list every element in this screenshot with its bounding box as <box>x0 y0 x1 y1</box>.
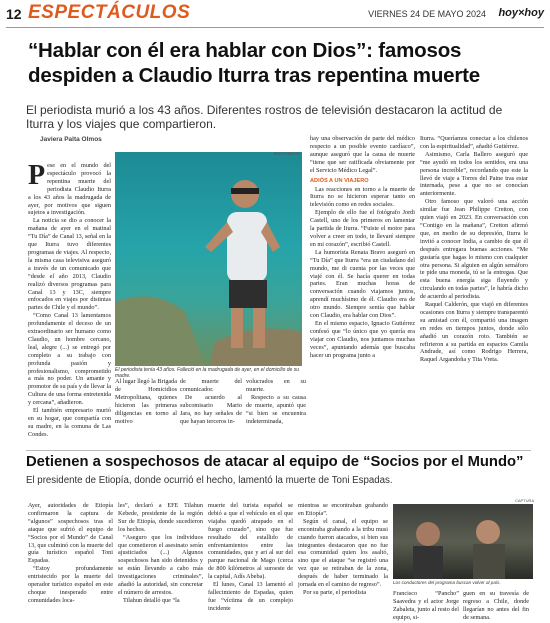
paragraph: Las reacciones en torno a la muerte de Iturra no se hicieron esperar tanto en televisión como en redes sociales. <box>310 185 415 209</box>
second-column-1 <box>28 502 113 620</box>
second-column-2 <box>118 502 203 620</box>
paragraph: En el mismo espacio, Ignacio Gutiérrez confesó que “lo único que yo quería era viajar con Claudio, nos juntamos muchas veces”, apuntando además que buscaba hacer un programa junto a <box>310 319 415 359</box>
section-title: ESPECTÁCULOS <box>28 2 191 23</box>
man-on-cliff-illustration <box>115 152 302 366</box>
second-column-5 <box>393 590 459 622</box>
paragraph: Asimismo, Carla Ballero aseguró que “me ayudó en todos los sentidos, era una persona increíble”, recordando que este la llevó de viaje a Torres del Paine tras estar internada, pese a que no se conocían anteriormente. <box>420 150 528 198</box>
article-column-1 <box>28 162 111 449</box>
drop-cap: P <box>28 162 46 191</box>
paragraph: de muerte del comunicador. <box>180 378 242 393</box>
second-subheadline: El presidente de Etiopía, donde ocurrió el hecho, lamentó la muerte de Toni Espadas. <box>26 475 393 486</box>
second-headline: Detienen a sospechosos de atacar al equipo de “Socios por el Mundo” <box>26 454 524 470</box>
paragraph: muerte del turista español se debió a que el vehículo en el que viajaba quedó atrapado en el fuego cruzado”, sino que fue resultado del estallido de enfrentamientos entre las comunidades, que y ari al sur del parque nacional de Mago (cerca de 800 kilómetros al suroeste de la capital, Adís Abeba). <box>208 502 293 581</box>
second-column-6 <box>463 590 529 622</box>
paragraph: De acuerdo al subcomisario Mario Jara, no hay señales de que hayan terceros in- <box>180 393 242 425</box>
paragraph: Por su parte, el periodista <box>303 588 367 596</box>
section-divider <box>26 450 531 451</box>
paragraph: Iturra. “Queríamos conectar a los chilenos con la espiritualidad”, añadió Gutiérrez. <box>420 135 528 150</box>
iturra-photo <box>115 152 302 366</box>
paragraph: les”, declaró a EFE Tilahun Kebede, presidente de la región Sur de Etiopía, donde sucedieron los hechos. <box>118 502 203 533</box>
article-column-5 <box>310 135 415 449</box>
paragraph: La humorista Renata Bravo aseguró en “Tu Día” que Iturra “era un ciudadano del mundo, me di cuenta por las veces que viajé con él. Se hacía querer en todas partes. Eran muchas horas de conversación cuando viajamos juntos, aprendí muchísimo de él. Claudio era de otro mundo. Siempre sentía que hablar con Claudio, era hablar con Dios”. <box>310 248 415 320</box>
article-column-6 <box>420 135 528 449</box>
paragraph: Ayer, autoridades de Etiopía confirmaron la captura de “algunos” sospechosos tras el ataque que sufrió el equipo de “Socios por el Mundo” de Canal 13, que culminó con la muerte del guía turístico español Toni Espadas. <box>28 502 113 565</box>
paragraph: “Aseguro que los individuos que cometieron el asesinato serán ajusticiados (...) Algunos sospechosos han sido detenidos y se están llevando a cabo más investigaciones criminales”, añadió la autoridad, sin concretar el número de arrestos. <box>118 533 203 596</box>
paragraph: Según el canal, el equipo se encontraba grabando a la tribu musi cuando fueron atacados, si bien sus integrantes destacaron que no fue esa comunidad quien los asaltó, sino que el ataque “se registró una vez que se retiraban de la zona, después de haber terminado la jornada en el camino de regreso”. <box>298 517 388 589</box>
paragraph: Francisco “Pancho” Saavedra y el actor Jorge Zabaleta, junto al resto del equipo, si- <box>393 590 459 621</box>
photo2-caption: Los conductores del programa buscan volver al país. <box>393 580 501 585</box>
paragraph: ese en el mundo del espectáculo provocó la repentina muerte del periodista Claudio Iturra a los 43 años la madrugada de ayer, por motivos que siguen sujetos a investigación. <box>28 162 111 217</box>
paragraph: volucrados en su muerte. <box>246 378 306 393</box>
paragraph: El también empresario murió en su hogar, que compartía con su madre, en la comuna de Las Condes. <box>28 407 111 438</box>
paragraph: Respecto a su causa de muerte, apuntó que “si bien se encuentra indeterminada, <box>246 393 306 425</box>
paragraph: Otro famoso que valoró una acción similar fue Jean Philippe Cretton, con quien viajó en 2023. En conversación con “Contigo en la mañana”, Cretton afirmó que, en medio de su depresión, Iturra le invitó a conocer India, a cambio de que él después entregara buenas acciones. “Me gustaría que hagas lo mismo con cualquier otra persona. Si alguien en algún semáforo te pide una moneda, tú se la entregas. Que esta buena energía siga fluyendo y circulando en todas partes”, le habría dicho de acuerdo al periodista. <box>420 198 528 301</box>
paragraph: Al lugar llegó la Brigada de Homicidios Metropolitana, quienes hicieron las primeras diligencias en torno al motivo <box>115 378 177 425</box>
paragraph: El lunes, Canal 13 lamentó el fallecimiento de Espadas, quien fue “víctima de un complejo incidente <box>208 581 293 612</box>
newspaper-logo: hoy×hoy <box>498 7 544 19</box>
issue-date: VIERNES 24 DE MAYO 2024 <box>368 9 486 19</box>
photo-credit: INSTAGRAM <box>273 152 300 156</box>
second-column-3 <box>208 502 293 620</box>
second-column-4 <box>298 502 388 620</box>
paragraph: Tilahun detalló que “la <box>123 596 180 604</box>
byline: Javiera Palta Olmos <box>40 136 102 143</box>
subhead-adios: ADIÓS A UN VIAJERO <box>310 177 369 184</box>
column-1-text <box>28 162 111 439</box>
paragraph: La noticia se dio a conocer la mañana de ayer en el matinal “Tu Día” de Canal 13, señal en la que Iturra tuvo diferentes programas de viajes. Al respecto, la misma casa televisiva aseguró a través de un comunicado que “desde el año 2013, Claudio realizó diversos programas para Canal 13 y 13C, siempre enfocados en viajes por distintas partes de Chile y el mundo”. <box>28 217 111 312</box>
photo2-credit: CAPTURA <box>515 498 535 503</box>
travelers-photo <box>393 504 533 579</box>
paragraph: mientras se encontraban grabando en Etiopía”. <box>298 502 388 517</box>
page-header <box>6 2 544 28</box>
main-subheadline: El periodista murió a los 43 años. Diferentes rostros de televisión destacaron la actitud de Iturra y los viajes que compartieron. <box>26 103 503 131</box>
paragraph: Raquel Calderón, que viajó en diferentes ocasiones con Iturra y siempre transparentó su amistad con él, compartió una imagen en redes en tiempos juntos, donde sólo añadió un corazón roto. También se refirieron a su partida en espacios Camila Andrade, así como Rodrigo Herrera, Raquel Argandoña y Tita Vreta. <box>420 301 528 364</box>
paragraph: hay una observación de parte del médico respecto a un posible evento cardíaco”, aunque aseguró que la causa de muerte “tiene que ser ratificada obviamente por el Servicio Médico Legal”. <box>310 135 415 174</box>
article-column-2 <box>115 378 177 448</box>
article-column-4 <box>246 378 306 448</box>
page-number: 12 <box>6 6 22 22</box>
article-column-3 <box>180 378 242 448</box>
photo-caption: El periodista tenía 43 años. Falleció en la madrugada de ayer, en el domicilio de su madre. <box>115 367 300 379</box>
main-headline: “Hablar con él era hablar con Dios”: famosos despiden a Claudio Iturra tras repentina muerte <box>28 39 480 87</box>
paragraph: guen en su travesía de regreso a Chile, donde llegarían no antes del fin de semana. <box>463 590 529 621</box>
two-hosts-illustration <box>393 504 533 579</box>
paragraph: “Estoy profundamente entristecido por la muerte del operador turístico español en este choque inesperado entre comunidades loca- <box>28 565 113 604</box>
paragraph: “Como Canal 13 lamentamos profundamente el deceso de un extraordinario ser humano como Claudio, un hombre cercano, leal, alegre (...) se entregó por completo a su trabajo con profunda pasión y profesionalismo, comprometido a más no poder. Un amante y promotor de su país y de llevar la Cultura de una forma entretenida y cercana”, añadieron. <box>28 312 111 407</box>
paragraph: Ejemplo de ello fue el fotógrafo Jordi Castell, uno de los primeros en lamentar la partida de Iturra. “Fuiste el motor para volver a creer en todo, te llevaré siempre en mi corazón”, escribió Castell. <box>310 209 415 248</box>
